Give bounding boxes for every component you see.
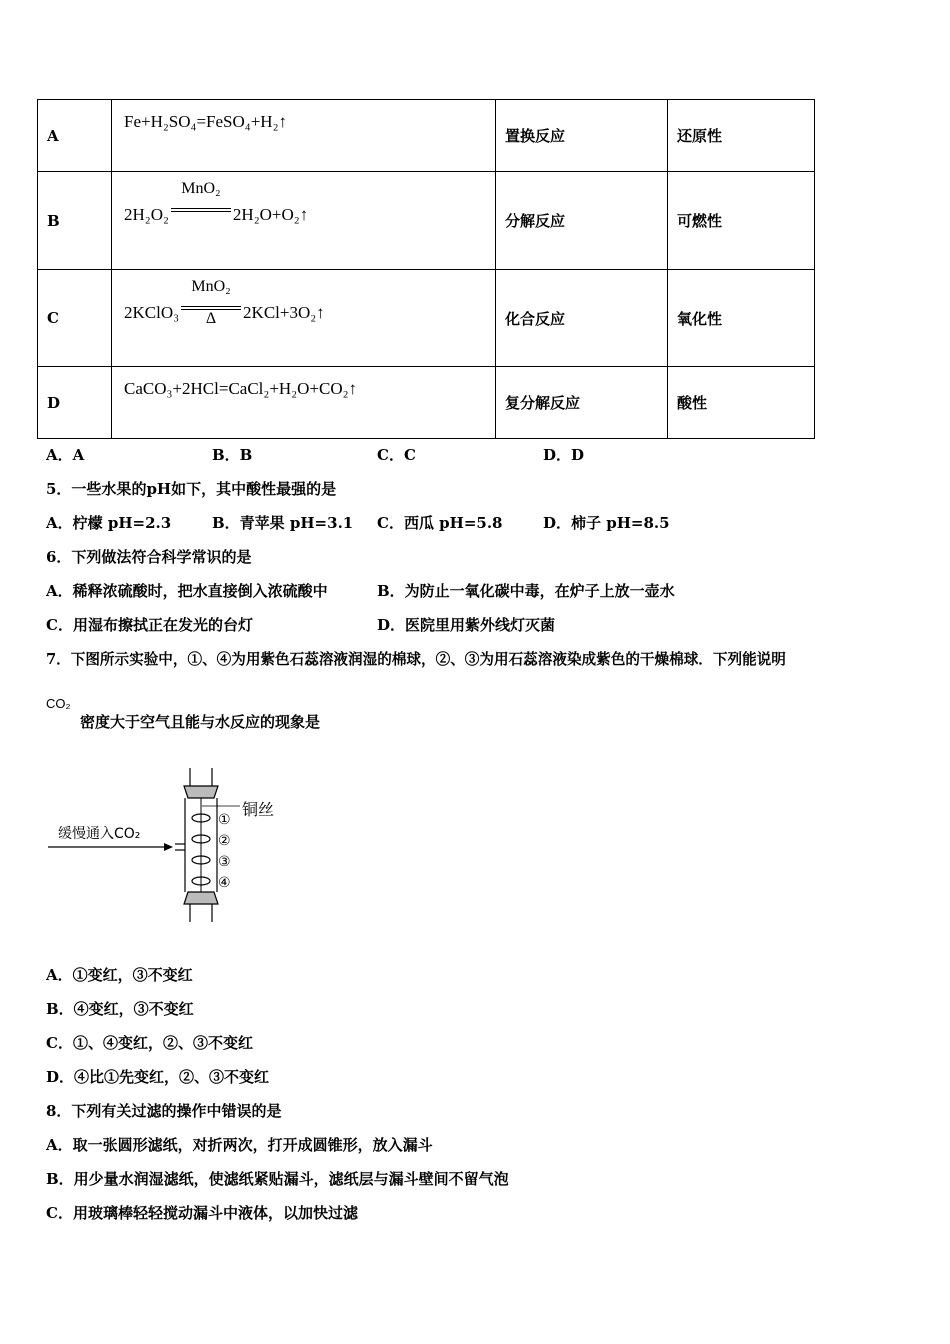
catalyst-label: MnO₂ bbox=[191, 278, 231, 295]
q5-option-d[interactable]: D．柿子 pH=8.5 bbox=[543, 514, 670, 532]
equation-sign: = bbox=[218, 379, 229, 398]
question-8-stem: 8．下列有关过滤的操作中错误的是 bbox=[46, 1102, 282, 1120]
answer-option-b[interactable]: B．B bbox=[212, 446, 253, 464]
property: 还原性 bbox=[668, 100, 815, 172]
question-7-stem-cont: 密度大于空气且能与水反应的现象是 bbox=[80, 713, 321, 731]
q8-option-c[interactable]: C．用玻璃棒轻轻搅动漏斗中液体，以加快过滤 bbox=[46, 1204, 358, 1222]
table-row bbox=[38, 367, 815, 439]
co2-formula: CO₂ bbox=[46, 696, 71, 711]
q6-option-b[interactable]: B．为防止一氧化碳中毒，在炉子上放一壶水 bbox=[377, 582, 675, 600]
q6-option-a[interactable]: A．稀释浓硫酸时，把水直接倒入浓硫酸中 bbox=[46, 582, 328, 600]
equation bbox=[124, 112, 287, 132]
equation-reactant: 2KClO₃ bbox=[124, 303, 180, 322]
wire-label: 铜丝 bbox=[242, 800, 275, 819]
equation-reactant: CaCO₃+2HCl bbox=[124, 379, 219, 398]
co2-experiment-figure bbox=[40, 760, 300, 930]
property: 酸性 bbox=[668, 367, 815, 439]
row-label: B bbox=[38, 172, 112, 270]
q8-option-b[interactable]: B．用少量水润湿滤纸，使滤纸紧贴漏斗，滤纸层与漏斗壁间不留气泡 bbox=[46, 1170, 509, 1188]
property: 可燃性 bbox=[668, 172, 815, 270]
options-table bbox=[37, 99, 815, 439]
equation-reactant: 2H₂O₂ bbox=[124, 205, 169, 224]
row-label: D bbox=[38, 367, 112, 439]
equation bbox=[124, 379, 357, 399]
reaction-type: 化合反应 bbox=[496, 270, 668, 367]
question-5-stem: 5．一些水果的pH如下，其中酸性最强的是 bbox=[46, 480, 337, 498]
answer-option-c[interactable]: C．C bbox=[377, 446, 416, 464]
property: 氧化性 bbox=[668, 270, 815, 367]
top-stopper bbox=[184, 786, 218, 798]
equation-cell bbox=[112, 100, 496, 172]
row-label: A bbox=[38, 100, 112, 172]
ball-label-4: ④ bbox=[218, 875, 231, 891]
question-7-stem: 7．下图所示实验中，①、④为用紫色石蕊溶液润湿的棉球，②、③为用石蕊溶液染成紫色的干燥棉球．下列能说明 bbox=[46, 651, 786, 668]
equation-reactant: Fe+H₂SO₄ bbox=[124, 112, 197, 131]
reaction-type: 置换反应 bbox=[496, 100, 668, 172]
ball-label-2: ② bbox=[218, 833, 231, 849]
equation bbox=[124, 180, 309, 225]
answer-option-d[interactable]: D．D bbox=[543, 446, 585, 464]
equation-cell bbox=[112, 172, 496, 270]
table-row bbox=[38, 270, 815, 367]
equation-product: 2H₂O+O₂↑ bbox=[232, 205, 309, 224]
q6-option-c[interactable]: C．用湿布擦拭正在发光的台灯 bbox=[46, 616, 253, 634]
inlet-label: 缓慢通入CO₂ bbox=[58, 826, 141, 842]
equation-sign: = bbox=[196, 112, 207, 131]
reaction-condition bbox=[181, 278, 241, 327]
reaction-type: 复分解反应 bbox=[496, 367, 668, 439]
q7-option-a[interactable]: A．①变红，③不变红 bbox=[46, 966, 193, 984]
q7-option-d[interactable]: D．④比①先变红，②、③不变红 bbox=[46, 1068, 270, 1086]
q7-option-c[interactable]: C．①、④变红，②、③不变红 bbox=[46, 1034, 253, 1052]
q5-option-b[interactable]: B．青苹果 pH=3.1 bbox=[212, 514, 354, 532]
answer-option-a[interactable]: A．A bbox=[46, 446, 85, 464]
equation-cell bbox=[112, 270, 496, 367]
reaction-type: 分解反应 bbox=[496, 172, 668, 270]
equation bbox=[124, 278, 325, 327]
equation-product: CaCl₂+H₂O+CO₂↑ bbox=[228, 379, 358, 398]
q5-option-c[interactable]: C．西瓜 pH=5.8 bbox=[377, 514, 503, 532]
arrow-head-icon bbox=[164, 843, 173, 851]
ball-label-1: ① bbox=[218, 812, 231, 828]
equation-cell bbox=[112, 367, 496, 439]
equation-product: 2KCl+3O₂↑ bbox=[243, 303, 325, 322]
bottom-stopper bbox=[184, 892, 218, 904]
table-row bbox=[38, 100, 815, 172]
q8-option-a[interactable]: A．取一张圆形滤纸，对折两次，打开成圆锥形，放入漏斗 bbox=[46, 1136, 433, 1154]
row-label: C bbox=[38, 270, 112, 367]
q7-option-b[interactable]: B．④变红，③不变红 bbox=[46, 1000, 194, 1018]
q5-option-a[interactable]: A．柠檬 pH=2.3 bbox=[46, 514, 172, 532]
ball-label-3: ③ bbox=[218, 854, 231, 870]
catalyst-label: MnO₂ bbox=[181, 180, 221, 197]
heat-symbol: Δ bbox=[205, 310, 217, 327]
question-6-stem: 6．下列做法符合科学常识的是 bbox=[46, 548, 252, 566]
equation-product: FeSO₄+H₂↑ bbox=[206, 112, 287, 131]
reaction-condition bbox=[171, 180, 231, 220]
q6-option-d[interactable]: D．医院里用紫外线灯灭菌 bbox=[377, 616, 556, 634]
table-row bbox=[38, 172, 815, 270]
